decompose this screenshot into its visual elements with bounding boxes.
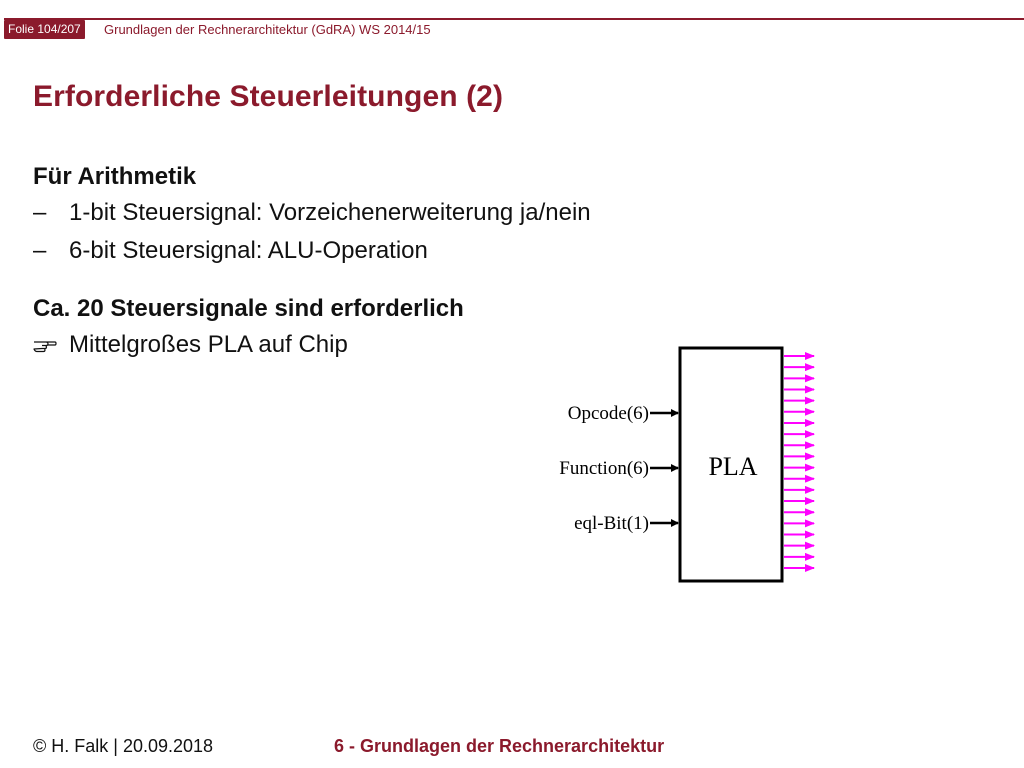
dash-marker: – <box>33 237 47 264</box>
slide-header <box>0 0 1024 42</box>
bullet-text: 6-bit Steuersignal: ALU-Operation <box>69 237 428 264</box>
course-title: Grundlagen der Rechnerarchitektur (GdRA) WS 2014/15 <box>104 22 431 37</box>
pla-outputs <box>784 356 814 568</box>
section-heading-control-signals: Ca. 20 Steuersignale sind erforderlich <box>33 295 464 322</box>
footer-chapter: 6 - Grundlagen der Rechnerarchitektur <box>334 736 665 756</box>
slide-number-badge: Folie 104/207 <box>4 20 85 39</box>
pla-inputs <box>559 403 678 534</box>
pla-input-label: Function(6) <box>559 458 649 479</box>
pla-diagram <box>530 340 830 590</box>
bullet-item <box>33 232 733 270</box>
slide-body <box>33 160 733 364</box>
pointing-hand-icon <box>33 337 69 353</box>
footer-author-date: © H. Falk | 20.09.2018 <box>33 736 214 756</box>
pla-input-label: eql-Bit(1) <box>574 513 649 534</box>
slide-title: Erforderliche Steuerleitungen (2) <box>33 80 504 113</box>
bullet-text: 1-bit Steuersignal: Vorzeichenerweiterung ja/nein <box>69 199 591 226</box>
bullet-item <box>33 194 733 232</box>
dash-marker: – <box>33 199 47 226</box>
pla-label: PLA <box>708 452 758 481</box>
pla-input-label: Opcode(6) <box>567 403 649 424</box>
header-rule <box>4 18 1024 20</box>
conclusion-text: Mittelgroßes PLA auf Chip <box>69 331 348 358</box>
section-heading-arithmetic: Für Arithmetik <box>33 163 197 190</box>
